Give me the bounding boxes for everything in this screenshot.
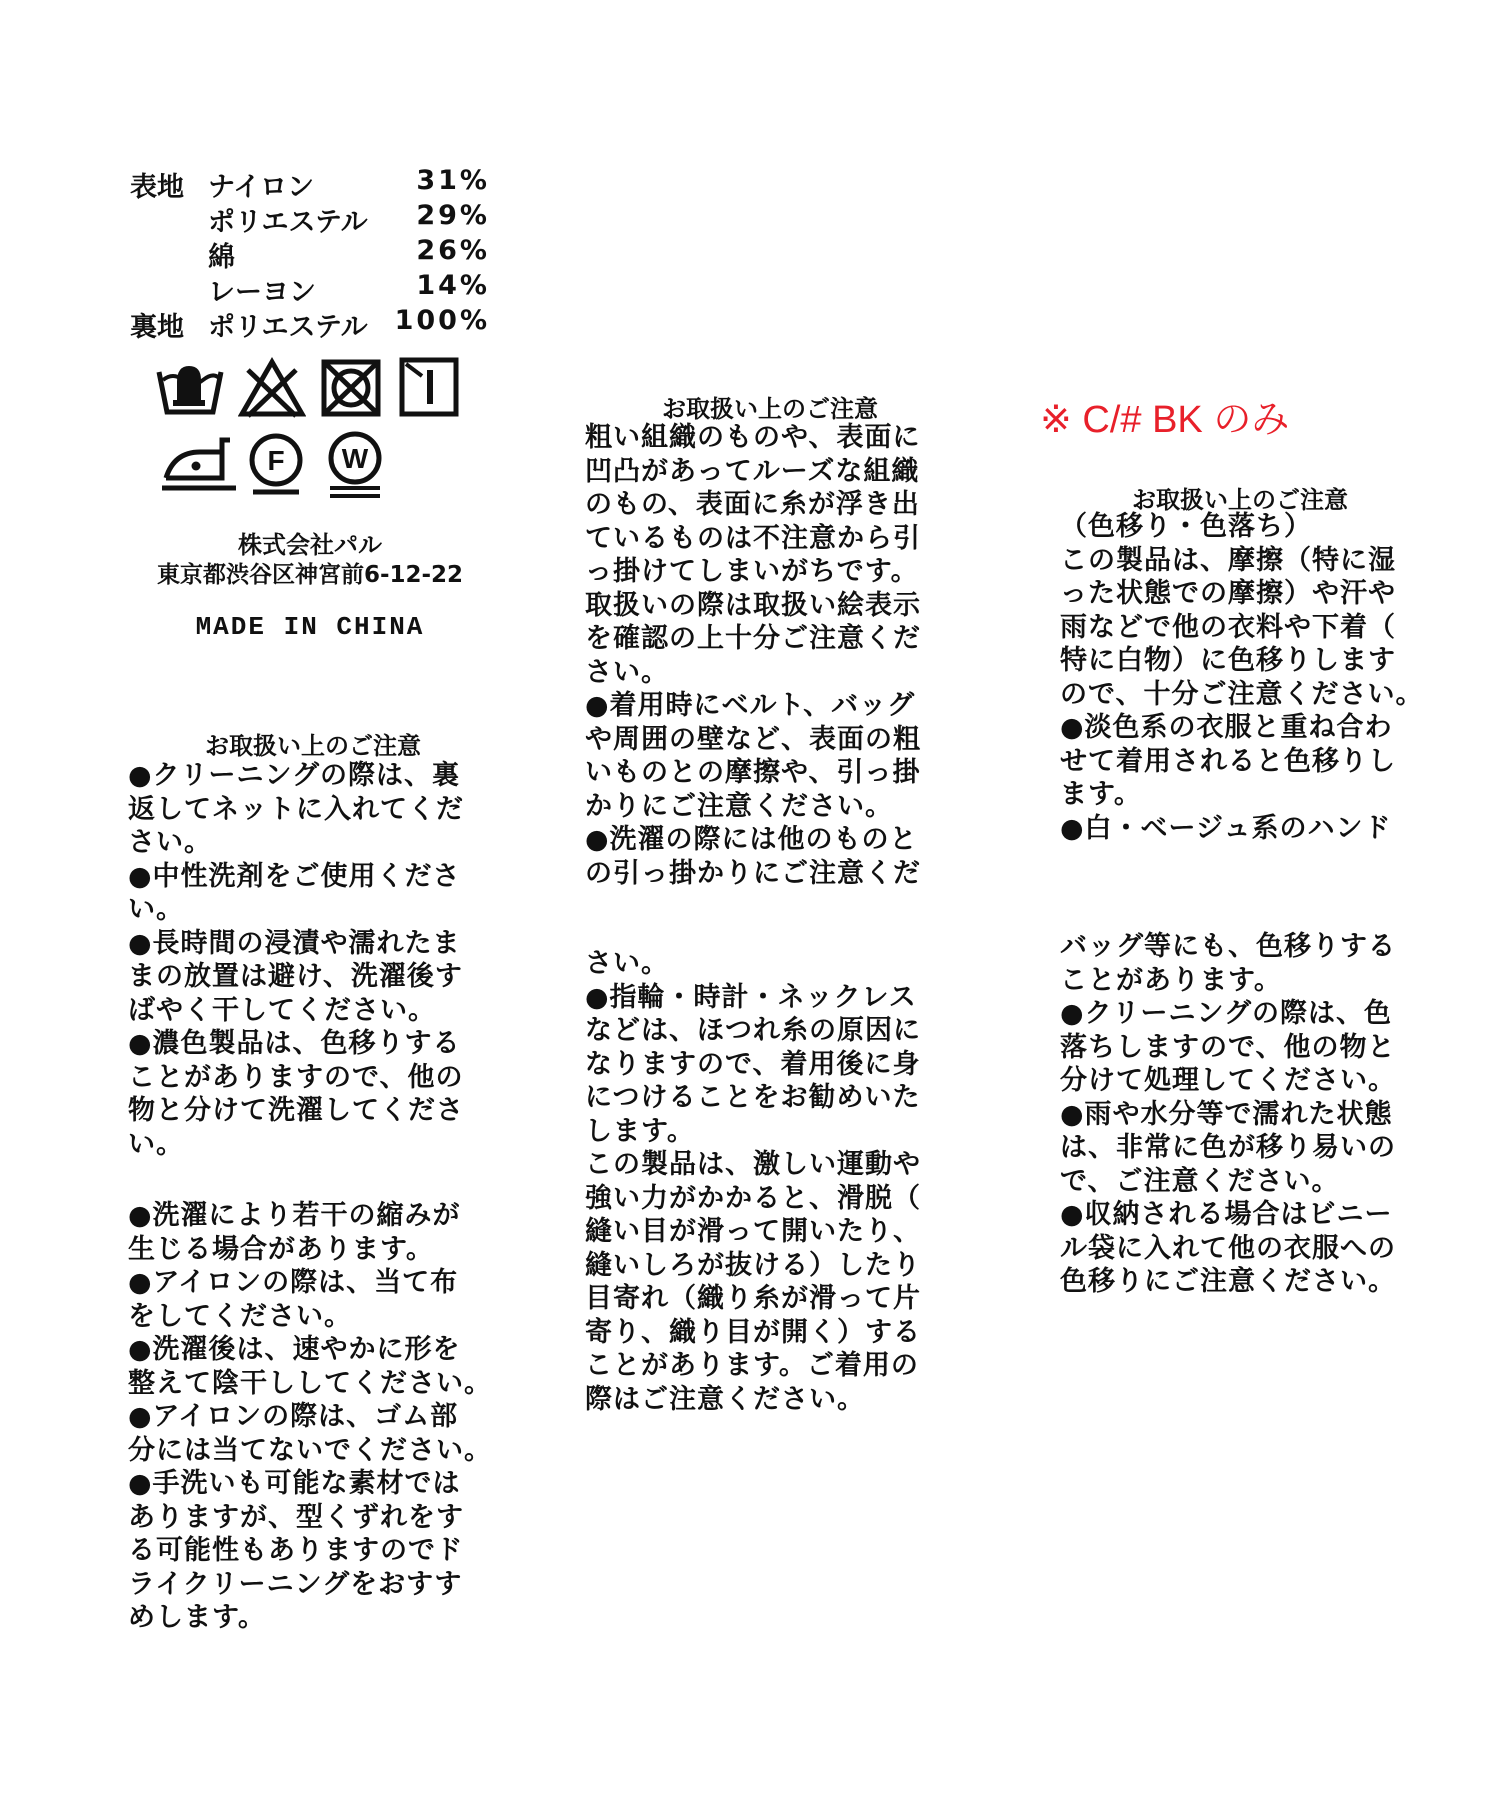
care-note-line: ことがあります。ご着用の (585, 1350, 919, 1381)
care-note-line: 返してネットに入れてくだ (128, 793, 464, 825)
care-note-line: ●雨や水分等で濡れた状態 (1060, 1098, 1393, 1130)
care-note-line: ので、十分ご注意ください。 (1060, 678, 1424, 710)
care-note-line: 目寄れ（織り糸が滑って片 (585, 1283, 921, 1314)
care-note-line: のもの、表面に糸が浮き出 (585, 489, 920, 520)
care-note-line: る可能性もありますのでド (128, 1535, 464, 1566)
care-note-line: ありますが、型くずれをす (128, 1501, 464, 1533)
wet-clean-letter: W (341, 443, 369, 474)
care-note-line: ●アイロンの際は、当て布 (128, 1267, 459, 1298)
col2-heading: お取扱い上のご注意 (662, 395, 878, 423)
care-note-line: は、非常に色が移り易いの (1060, 1132, 1396, 1163)
care-note-line: さい。 (585, 656, 669, 688)
wet-clean-W-icon (322, 430, 388, 502)
care-note-line: ●指輪・時計・ネックレス (585, 981, 917, 1013)
care-note-line: 特に白物）に色移りします (1060, 645, 1396, 676)
col2-care-notes-continued (585, 947, 921, 1416)
care-note-line: この製品は、摩擦（特に湿 (1060, 544, 1396, 576)
col2-care-notes (585, 421, 921, 890)
col3-heading: お取扱い上のご注意 (1132, 486, 1348, 514)
care-note-line: せて着用されると色移りし (1060, 745, 1396, 777)
care-note-line: まの放置は避け、洗濯後す (128, 961, 463, 992)
care-note-line: ル袋に入れて他の衣服への (1060, 1232, 1396, 1264)
care-note-line: ●収納される場合はビニー (1060, 1199, 1393, 1230)
col1-heading: お取扱い上のご注意 (205, 732, 421, 760)
care-note-line: ●手洗いも可能な素材では (128, 1468, 461, 1499)
care-note-line: 縫いしろが抜ける）したり (585, 1249, 921, 1281)
composition-row: 綿 26% (208, 235, 490, 273)
care-note-line: ことがありますので、他の (128, 1061, 464, 1093)
iron-low-icon (160, 432, 238, 494)
care-note-line: ●長時間の浸漬や濡れたま (128, 927, 461, 959)
care-note-line: 生じる場合があります。 (128, 1233, 434, 1265)
care-note-line: ばやく干してください。 (128, 994, 436, 1026)
care-note-line: かりにご注意ください。 (585, 790, 893, 822)
dry-clean-F-icon (245, 432, 307, 498)
no-bleach-icon (238, 356, 306, 420)
col3-care-notes-continued (1060, 930, 1396, 1299)
care-note-line: 際はご注意ください。 (585, 1383, 865, 1415)
care-note-line: ●洗濯により若干の縮みが (128, 1200, 461, 1231)
care-note-line: 物と分けて洗濯してくださ (128, 1095, 464, 1126)
care-note-line: 取扱いの際は取扱い絵表示 (585, 589, 921, 621)
col1-care-notes (128, 759, 464, 1161)
care-note-line: さい。 (128, 827, 212, 858)
care-note-line: （色移り・色落ち） (1060, 511, 1312, 542)
care-note-line: い。 (128, 894, 184, 925)
care-note-line: っ掛けてしまいがちです。 (585, 556, 919, 587)
care-note-line: などは、ほつれ糸の原因に (585, 1015, 921, 1046)
care-note-line: ●洗濯後は、速やかに形を (128, 1334, 461, 1365)
care-note-line: さい。 (585, 948, 669, 979)
care-note-line: この製品は、激しい運動や (585, 1149, 921, 1180)
made-in-label: MADE IN CHINA (195, 612, 425, 642)
company-address: 東京都渋谷区神宮前6-12-22 (156, 562, 464, 588)
care-note-line: の引っ掛かりにご注意くだ (585, 857, 921, 889)
care-note-line: 強い力がかかると、滑脱（ (585, 1182, 921, 1214)
care-note-line: めします。 (128, 1602, 266, 1633)
care-note-line: 寄り、織り目が開く）する (585, 1316, 921, 1348)
no-tumble-dry-icon (320, 358, 382, 418)
care-note-line: ことがあります。 (1060, 964, 1282, 996)
care-note-line: ●淡色系の衣服と重ね合わ (1060, 712, 1393, 743)
care-note-line: ているものは不注意から引 (585, 522, 921, 554)
care-note-line: ●クリーニングの際は、色 (1060, 998, 1393, 1029)
col3-care-notes (1060, 510, 1423, 845)
hand-wash-30-icon (155, 358, 225, 418)
care-note-line: い。 (128, 1128, 184, 1160)
care-note-line: いものとの摩擦や、引っ掛 (585, 757, 921, 788)
care-note-line: 落ちしますので、他の物と (1060, 1031, 1396, 1063)
care-note-line: なりますので、着用後に身 (585, 1048, 921, 1080)
care-note-line: で、ご注意ください。 (1060, 1165, 1340, 1197)
line-dry-icon (398, 356, 460, 418)
care-note-line: や周囲の壁など、表面の粗 (585, 723, 921, 755)
care-note-line: を確認の上十分ご注意くだ (585, 623, 921, 654)
company-name: 株式会社パル (238, 531, 382, 559)
color-only-note: ※ C/# BK のみ (1040, 399, 1290, 441)
care-note-line: します。 (585, 1115, 695, 1147)
care-note-line: をしてください。 (128, 1300, 352, 1332)
care-note-line: 色移りにご注意ください。 (1060, 1266, 1396, 1297)
care-note-line: につけることをお勧めいた (585, 1082, 921, 1113)
dry-clean-letter: F (267, 445, 285, 476)
col1-care-notes-continued (128, 1199, 492, 1635)
care-note-line: った状態での摩擦）や汗や (1060, 578, 1396, 609)
care-note-line: 粗い組織のものや、表面に (585, 422, 921, 453)
care-note-line: 分けて処理してください。 (1060, 1065, 1396, 1096)
care-note-line: 凹凸があってルーズな組織 (585, 455, 920, 487)
care-note-line: ●クリーニングの際は、裏 (128, 760, 461, 791)
care-note-line: ます。 (1060, 779, 1142, 810)
care-note-line: ライクリーニングをおすす (128, 1568, 463, 1600)
care-note-line: ●洗濯の際には他のものと (585, 824, 918, 855)
care-note-line: ●濃色製品は、色移りする (128, 1028, 461, 1059)
care-note-line: 縫い目が滑って開いたり、 (585, 1216, 921, 1247)
composition-row: 表地 ナイロン 31% (130, 165, 490, 203)
care-note-line: ●白・ベージュ系のハンド (1060, 812, 1392, 844)
care-note-line: ●アイロンの際は、ゴム部 (128, 1401, 459, 1432)
care-note-line: 整えて陰干ししてください。 (128, 1367, 492, 1399)
company-info (130, 530, 490, 590)
composition-row: レーヨン 14% (208, 270, 490, 308)
care-note-line: 分には当てないでください。 (128, 1434, 492, 1466)
composition-row: 裏地 ポリエステル 100% (130, 305, 490, 343)
care-note-line: バッグ等にも、色移りする (1060, 931, 1396, 962)
care-note-line: ●着用時にベルト、バッグ (585, 690, 916, 721)
care-note-line: ●中性洗剤をご使用くださ (128, 860, 461, 892)
care-note-line: 雨などで他の衣料や下着（ (1060, 611, 1396, 643)
composition-row: ポリエステル 29% (208, 200, 490, 238)
